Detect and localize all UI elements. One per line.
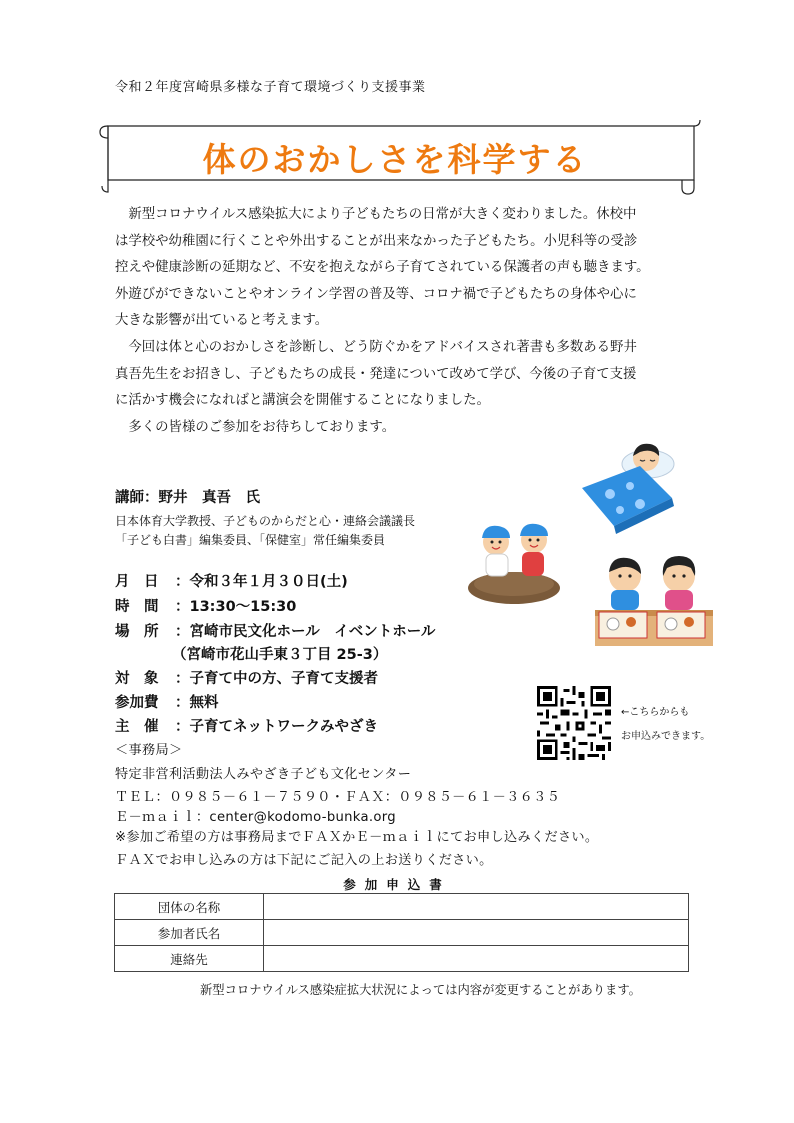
children-playing-illustration [466, 514, 562, 606]
office-org: 特定非営利活動法人みやざき子ども文化センター [115, 767, 412, 782]
table-row [115, 894, 689, 920]
intro-line: 真吾先生をお招きし、子どもたちの成長・発達について改めて学び、今後の子育て支援 [115, 366, 637, 382]
intro-line: に活かす機会になればと講演会を開催することになりました。 [115, 393, 490, 409]
info-date: 月 日 ：令和３年１月３０日(土) [115, 574, 348, 590]
form-label: 連絡先 [115, 946, 264, 972]
intro-text [115, 202, 695, 441]
form-input[interactable] [264, 920, 689, 946]
form-input[interactable] [264, 894, 689, 920]
qr-note: ←こちらからも [621, 707, 690, 718]
info-host: 主 催 ：子育てネットワークみやざき [115, 719, 378, 735]
page-title: 体のおかしさを科学する [202, 140, 588, 179]
form-input[interactable] [264, 946, 689, 972]
info-fee: 参加費 ：無料 [115, 695, 219, 711]
lecturer-role: 「子ども白書」編集委員、「保健室」常任編集委員 [115, 533, 386, 547]
program-name: 令和２年度宮崎県多様な子育て環境づくり支援事業 [115, 80, 426, 95]
table-row [115, 920, 689, 946]
qr-note: お申込みできます。 [621, 731, 711, 742]
lecturer-name: 講師：野井 真吾 氏 [115, 490, 260, 506]
intro-line: 新型コロナウイルス感染拡大により子どもたちの日常が大きく変わりました。休校中 [128, 207, 637, 222]
lecturer-role: 日本体育大学教授、子どものからだと心・連絡会議議長 [115, 514, 416, 528]
qr-code[interactable] [537, 686, 611, 760]
office-heading: ＜事務局＞ [115, 743, 183, 758]
form-label: 団体の名称 [115, 894, 264, 920]
table-row [115, 946, 689, 972]
info-time: 時 間 ：13:30～15:30 [115, 599, 297, 615]
office-note: ※参加ご希望の方は事務局までＦＡＸかＥ－ｍａｉｌにてお申し込みください。 [115, 830, 599, 845]
office-tel: ＴＥＬ：０９８５－６１－７５９０・ＦＡＸ：０９８５－６１－３６３５ [115, 790, 561, 805]
sleeping-child-illustration [570, 436, 690, 536]
intro-line: 外遊びができないことやオンライン学習の普及等、コロナ禍で子どもたちの身体や心に [115, 286, 637, 302]
application-form [114, 893, 689, 972]
intro-line: は学校や幼稚園に行くことや外出することが出来なかった子どもたち。小児科等の受診 [115, 233, 638, 249]
info-address: （宮崎市花山手東３丁目 25-3） [172, 647, 388, 663]
form-title: 参加申込書 [343, 877, 451, 892]
info-target: 対 象 ：子育て中の方、子育て支援者 [115, 671, 378, 687]
children-eating-illustration [591, 550, 717, 654]
intro-line: 今回は体と心のおかしさを診断し、どう防ぐかをアドバイスされ著書も多数ある野井 [128, 339, 637, 355]
intro-line: 控えや健康診断の延期など、不安を抱えながら子育てされている保護者の声も聴きます。 [115, 260, 650, 276]
footnote: 新型コロナウイルス感染症拡大状況によっては内容が変更することがあります。 [200, 983, 641, 997]
office-email: Ｅ－ｍａｉｌ：center@kodomo-bunka.org [115, 810, 396, 825]
info-place: 場 所 ：宮崎市民文化ホール イベントホール [115, 624, 436, 640]
intro-line: 多くの皆様のご参加をお待ちしております。 [128, 419, 396, 435]
form-label: 参加者氏名 [115, 920, 264, 946]
intro-line: 大きな影響が出ていると考えます。 [115, 313, 329, 329]
office-note: ＦＡＸでお申し込みの方は下記にご記入の上お送りください。 [115, 853, 493, 868]
